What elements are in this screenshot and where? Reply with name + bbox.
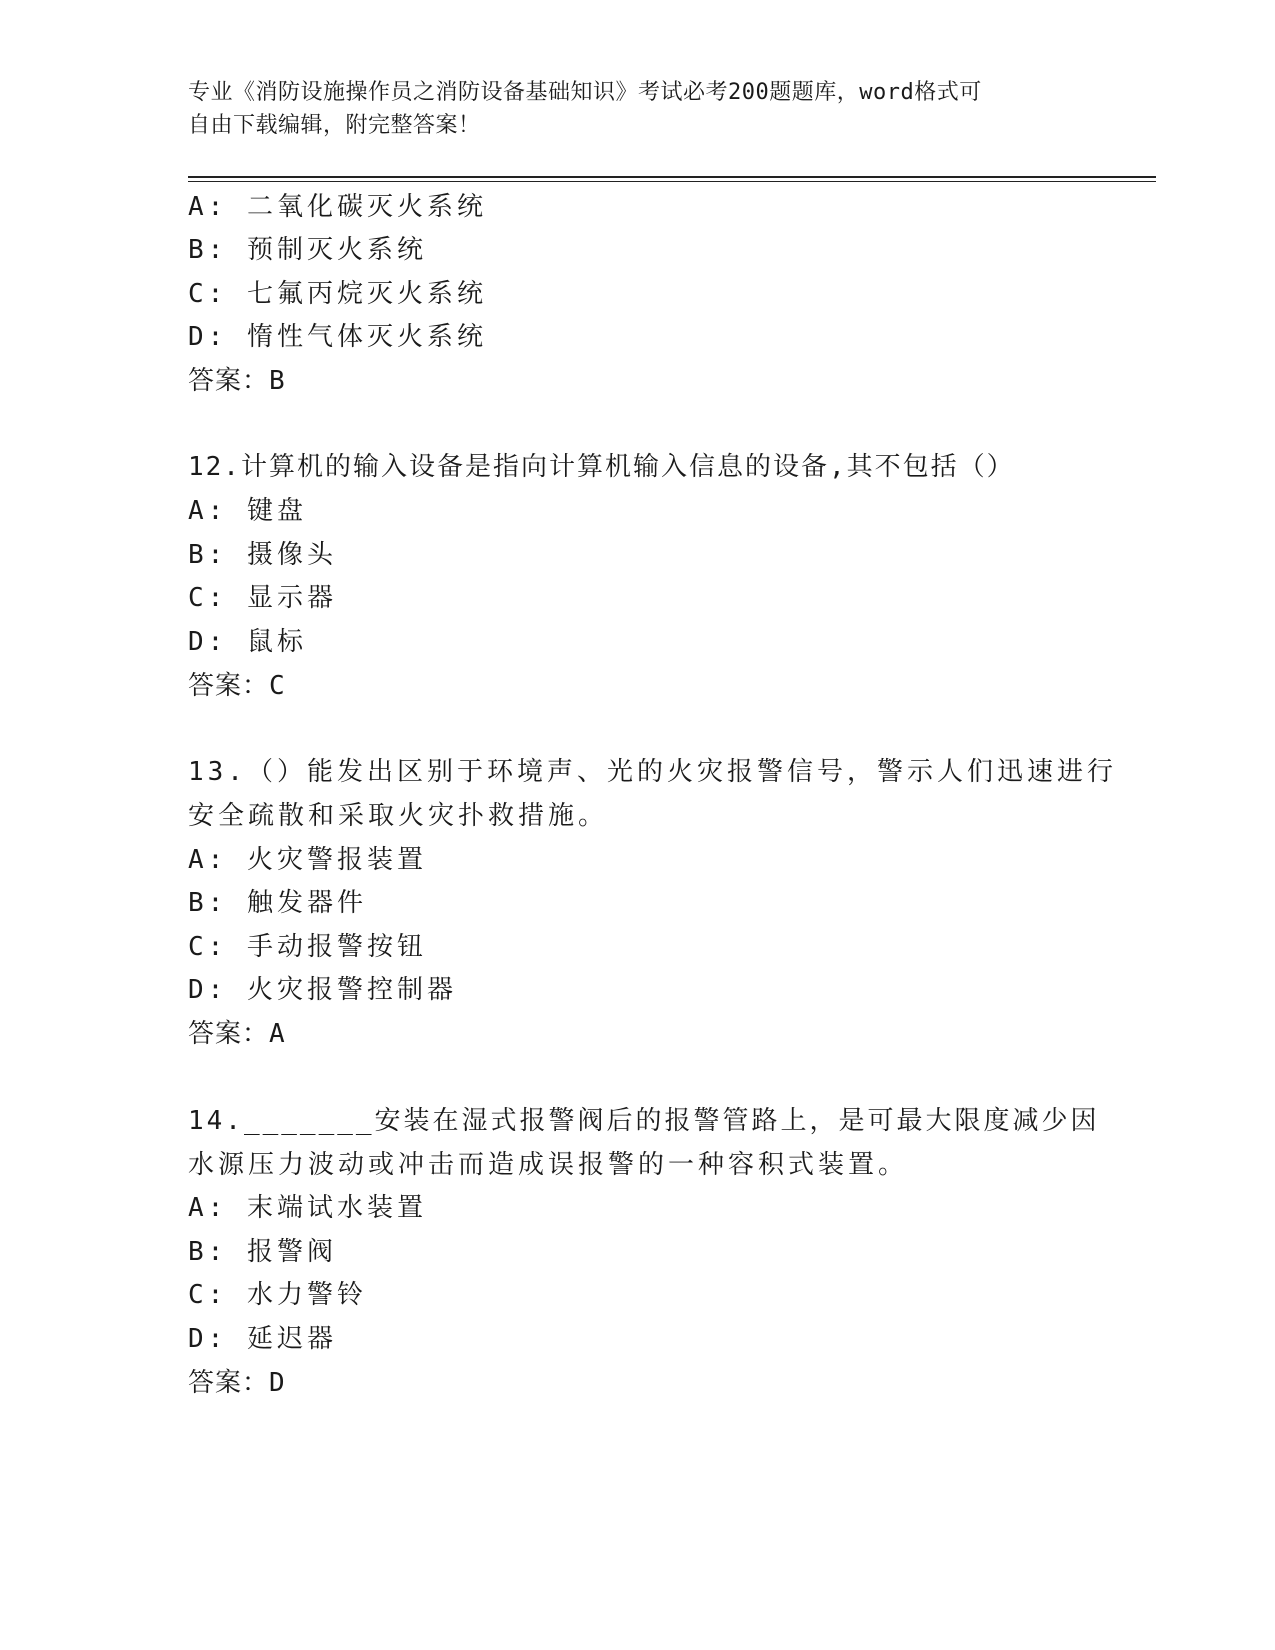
q13-stem-line-2: 安全疏散和采取火灾扑救措施。 <box>188 801 609 831</box>
q13-option-b: B: 触发器件 <box>188 888 367 918</box>
q14-stem-line-1: 14._______安装在湿式报警阀后的报警管路上，是可最大限度减少因 <box>188 1106 1100 1136</box>
q11-answer: 答案：B <box>188 366 286 396</box>
q14-option-c: C: 水力警铃 <box>188 1280 367 1310</box>
document-header <box>188 76 1068 142</box>
q13-option-d: D: 火灾报警控制器 <box>188 975 457 1005</box>
q13-option-a: A: 火灾警报装置 <box>188 845 427 875</box>
q14-answer: 答案：D <box>188 1368 286 1398</box>
q14-option-b: B: 报警阀 <box>188 1237 337 1267</box>
q13-stem-line-1: 13.（）能发出区别于环境声、光的火灾报警信号，警示人们迅速进行 <box>188 757 1117 787</box>
header-line-1: 专业《消防设施操作员之消防设备基础知识》考试必考200题题库，word格式可 <box>188 80 982 105</box>
q14-stem-line-2: 水源压力波动或冲击而造成误报警的一种容积式装置。 <box>188 1150 909 1180</box>
header-line-2: 自由下载编辑，附完整答案！ <box>188 113 481 138</box>
q11-option-d: D: 惰性气体灭火系统 <box>188 322 487 352</box>
q14-option-d: D: 延迟器 <box>188 1324 337 1354</box>
q12-answer: 答案：C <box>188 671 286 701</box>
header-divider <box>188 176 1156 182</box>
q14-option-a: A: 末端试水装置 <box>188 1193 427 1223</box>
q12-option-d: D: 鼠标 <box>188 627 307 657</box>
q13-answer: 答案：A <box>188 1019 286 1049</box>
q11-option-a: A: 二氧化碳灭火系统 <box>188 192 487 222</box>
q12-stem: 12.计算机的输入设备是指向计算机输入信息的设备,其不包括（） <box>188 452 1015 482</box>
q12-option-a: A: 键盘 <box>188 496 307 526</box>
q12-option-b: B: 摄像头 <box>188 540 337 570</box>
q13-option-c: C: 手动报警按钮 <box>188 932 427 962</box>
q11-option-c: C: 七氟丙烷灭火系统 <box>188 279 487 309</box>
q11-option-b: B: 预制灭火系统 <box>188 235 427 265</box>
q12-option-c: C: 显示器 <box>188 583 337 613</box>
